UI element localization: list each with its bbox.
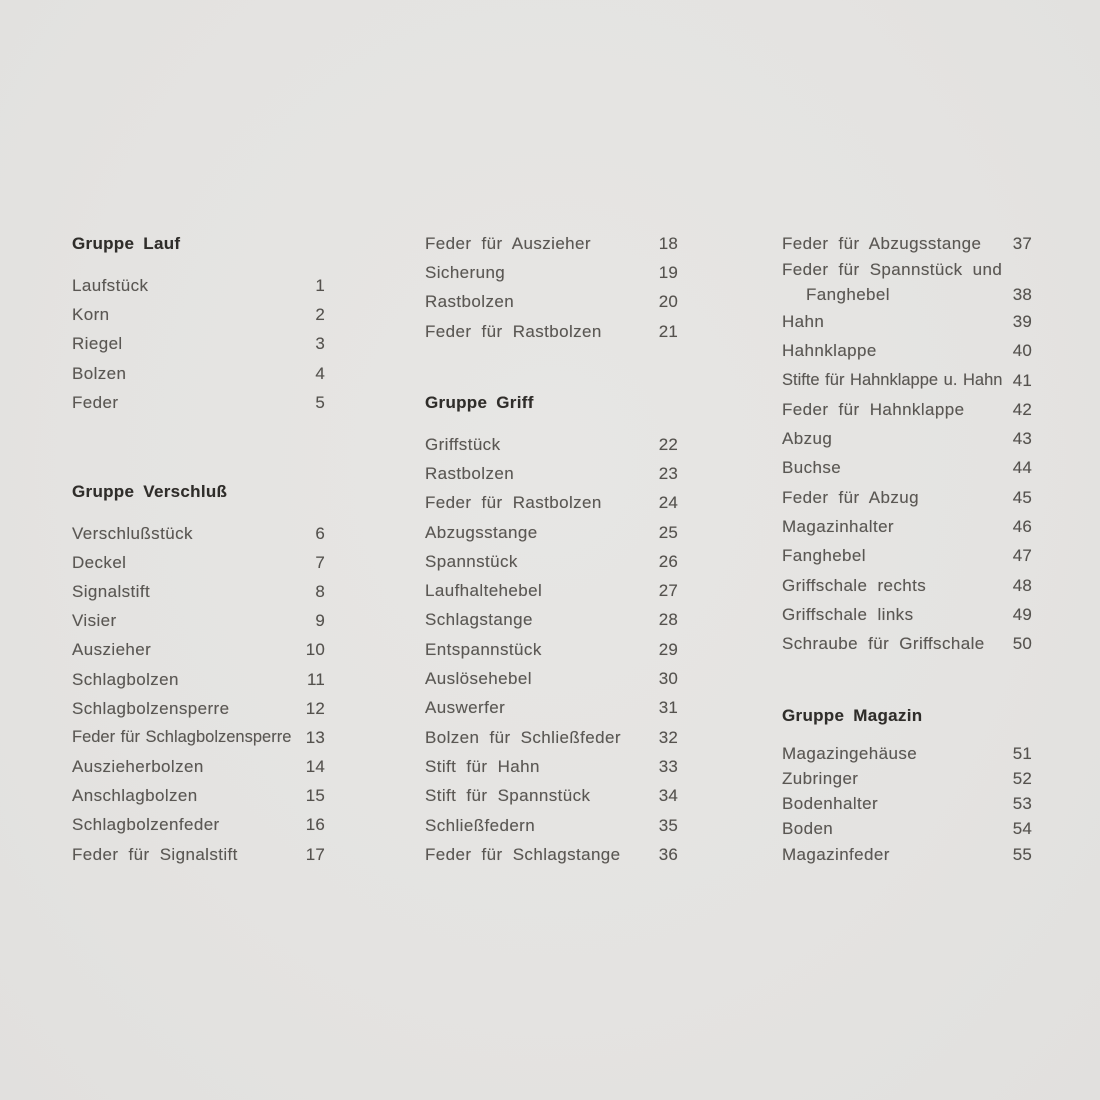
part-number: 49	[1012, 604, 1032, 624]
part-row	[425, 518, 678, 547]
part-name: Feder für Schlagstange	[425, 844, 621, 864]
part-name: Buchse	[782, 458, 842, 478]
part-row	[425, 547, 678, 576]
part-row	[782, 229, 1032, 258]
part-row	[782, 395, 1032, 424]
part-row	[425, 782, 678, 811]
part-name: Stift für Spannstück	[425, 786, 591, 806]
part-name: Schließfedern	[425, 815, 536, 835]
part-name: Visier	[72, 611, 117, 631]
part-number: 11	[306, 669, 325, 689]
part-name: Rastbolzen	[425, 292, 515, 312]
part-name: Bolzen für Schließfeder	[425, 727, 621, 747]
part-number: 40	[1012, 341, 1032, 361]
part-name: Spannstück	[425, 551, 518, 571]
part-row	[782, 337, 1032, 366]
part-row	[425, 664, 678, 693]
parts-list-verschluss-continued	[425, 229, 678, 346]
part-number: 51	[1012, 743, 1032, 763]
part-name: Riegel	[72, 334, 123, 354]
part-number: 4	[315, 363, 325, 383]
part-number: 33	[658, 756, 678, 776]
part-number: 45	[1012, 487, 1032, 507]
part-number: 9	[315, 611, 325, 631]
part-row	[72, 665, 325, 694]
part-number: 39	[1012, 311, 1032, 331]
part-row	[72, 694, 325, 723]
part-name: Schlagstange	[425, 610, 533, 630]
part-name: Magazingehäuse	[782, 743, 918, 763]
part-name: Entspannstück	[425, 639, 542, 659]
part-number: 22	[658, 434, 678, 454]
part-name: Bolzen	[72, 363, 127, 383]
part-name: Feder für Signalstift	[72, 844, 238, 864]
part-name: Feder für Abzugsstange	[782, 233, 982, 253]
part-name: Magazinhalter	[782, 517, 894, 537]
part-number: 28	[658, 610, 678, 630]
part-name: Sicherung	[425, 262, 506, 282]
part-name: Anschlagbolzen	[72, 786, 198, 806]
part-row	[782, 454, 1032, 483]
part-name: Deckel	[72, 552, 127, 572]
part-row	[782, 600, 1032, 629]
part-number: 23	[658, 463, 678, 483]
part-name: Feder für Hahnklappe	[782, 399, 965, 419]
part-number: 54	[1012, 819, 1032, 839]
part-number: 20	[658, 292, 678, 312]
part-row	[425, 459, 678, 488]
part-row	[425, 576, 678, 605]
part-number: 6	[315, 523, 325, 543]
part-number: 8	[315, 581, 325, 601]
parts-list-verschluss	[72, 519, 325, 869]
part-number: 36	[658, 844, 678, 864]
part-name: Abzugsstange	[425, 522, 538, 542]
part-number: 5	[315, 393, 325, 413]
part-row	[425, 723, 678, 752]
part-name: Schlagbolzenfeder	[72, 815, 220, 835]
part-row	[425, 811, 678, 840]
part-name: Auszieherbolzen	[72, 757, 204, 777]
part-number: 32	[658, 727, 678, 747]
part-name: Fanghebel	[782, 546, 866, 566]
part-number: 53	[1012, 794, 1032, 814]
part-name: Griffstück	[425, 434, 501, 454]
part-name: Korn	[72, 305, 110, 325]
part-row	[72, 782, 325, 811]
part-number: 47	[1012, 546, 1032, 566]
group-header-verschluss: Gruppe Verschluß	[72, 482, 228, 501]
part-number: 3	[315, 334, 325, 354]
part-row	[425, 317, 678, 346]
part-number: 10	[305, 640, 325, 660]
part-number: 18	[658, 233, 678, 253]
part-name: Signalstift	[72, 581, 151, 601]
part-row	[425, 635, 678, 664]
part-row	[72, 840, 325, 869]
part-row	[425, 606, 678, 635]
part-number: 41	[1012, 370, 1032, 390]
part-name: Boden	[782, 819, 834, 839]
part-number: 50	[1012, 634, 1032, 654]
group-header-lauf: Gruppe Lauf	[72, 234, 181, 253]
part-number: 48	[1012, 575, 1032, 595]
part-row	[72, 753, 325, 782]
part-row	[782, 307, 1032, 336]
part-row	[72, 577, 325, 606]
part-row	[782, 817, 1032, 842]
part-name: Feder für Spannstück und	[782, 260, 1003, 280]
part-number: 26	[658, 551, 678, 571]
part-name: Feder	[72, 393, 119, 413]
part-number: 21	[658, 321, 678, 341]
part-number: 7	[315, 552, 325, 572]
part-number: 42	[1012, 399, 1032, 419]
part-number: 30	[658, 669, 678, 689]
part-number: 25	[658, 522, 678, 542]
part-row	[72, 607, 325, 636]
part-row	[425, 752, 678, 781]
part-row	[72, 519, 325, 548]
part-number: 1	[315, 275, 325, 295]
part-row	[72, 723, 325, 752]
part-name: Laufstück	[72, 275, 149, 295]
part-row	[425, 694, 678, 723]
part-name: Feder für Abzug	[782, 487, 919, 507]
part-row	[782, 366, 1032, 395]
part-name: Griffschale rechts	[782, 575, 927, 595]
part-name: Zubringer	[782, 768, 859, 788]
part-name: Feder für Auszieher	[425, 233, 591, 253]
part-row	[72, 389, 325, 418]
part-name: Rastbolzen	[425, 463, 515, 483]
part-number: 37	[1012, 233, 1032, 253]
part-number: 44	[1012, 458, 1032, 478]
part-row	[782, 741, 1032, 766]
part-name: Auszieher	[72, 640, 152, 660]
part-row	[72, 271, 325, 300]
part-name: Magazinfeder	[782, 844, 890, 864]
part-row	[782, 424, 1032, 453]
part-name: Schlagbolzensperre	[72, 698, 230, 718]
part-name: Hahnklappe	[782, 341, 877, 361]
part-number: 46	[1012, 517, 1032, 537]
part-name: Stifte für Hahnklappe u. Hahn	[782, 371, 1003, 390]
part-row	[782, 571, 1032, 600]
parts-list-griff	[425, 430, 678, 869]
part-row	[72, 548, 325, 577]
part-number: 13	[305, 727, 325, 747]
part-number: 24	[658, 493, 678, 513]
part-row	[782, 766, 1032, 791]
part-row	[72, 359, 325, 388]
part-row	[72, 300, 325, 329]
part-number: 38	[1012, 284, 1032, 304]
parts-list-magazin	[782, 741, 1032, 867]
part-number: 31	[658, 698, 678, 718]
part-name: Abzug	[782, 429, 833, 449]
part-number: 14	[305, 757, 325, 777]
part-name-continued: Fanghebel	[806, 284, 890, 304]
part-row	[425, 430, 678, 459]
part-row	[72, 811, 325, 840]
part-row-wrapped	[782, 258, 1032, 307]
part-name: Schraube für Griffschale	[782, 634, 985, 654]
part-name: Feder für Rastbolzen	[425, 493, 602, 513]
part-number: 12	[305, 698, 325, 718]
part-number: 43	[1012, 429, 1032, 449]
part-name: Bodenhalter	[782, 794, 879, 814]
group-header-griff: Gruppe Griff	[425, 393, 534, 412]
part-row	[425, 840, 678, 869]
part-name: Verschlußstück	[72, 523, 193, 543]
part-row	[72, 330, 325, 359]
part-row	[782, 792, 1032, 817]
part-row	[425, 288, 678, 317]
part-row	[425, 229, 678, 258]
part-number: 29	[658, 639, 678, 659]
part-name: Griffschale links	[782, 604, 914, 624]
part-number: 2	[315, 305, 325, 325]
part-number: 16	[305, 815, 325, 835]
part-name: Schlagbolzen	[72, 669, 179, 689]
parts-list-lauf	[72, 271, 325, 418]
part-row	[782, 542, 1032, 571]
part-number: 34	[658, 786, 678, 806]
part-row	[782, 483, 1032, 512]
part-name: Laufhaltehebel	[425, 581, 543, 601]
part-number: 52	[1012, 768, 1032, 788]
part-row	[425, 489, 678, 518]
part-name: Feder für Schlagbolzensperre	[72, 728, 292, 747]
group-header-magazin: Gruppe Magazin	[782, 706, 923, 725]
part-name: Stift für Hahn	[425, 756, 540, 776]
part-row	[782, 630, 1032, 659]
part-row	[72, 636, 325, 665]
part-row	[425, 258, 678, 287]
parts-list-griff-continued	[782, 229, 1032, 659]
part-name: Auswerfer	[425, 698, 506, 718]
part-row	[782, 842, 1032, 867]
part-number: 15	[305, 786, 325, 806]
part-name: Feder für Rastbolzen	[425, 321, 602, 341]
part-number: 19	[658, 262, 678, 282]
part-number: 27	[658, 581, 678, 601]
part-number: 17	[305, 844, 325, 864]
part-number: 55	[1012, 844, 1032, 864]
part-number: 35	[658, 815, 678, 835]
part-name: Auslösehebel	[425, 669, 532, 689]
part-name: Hahn	[782, 311, 825, 331]
part-row	[782, 512, 1032, 541]
